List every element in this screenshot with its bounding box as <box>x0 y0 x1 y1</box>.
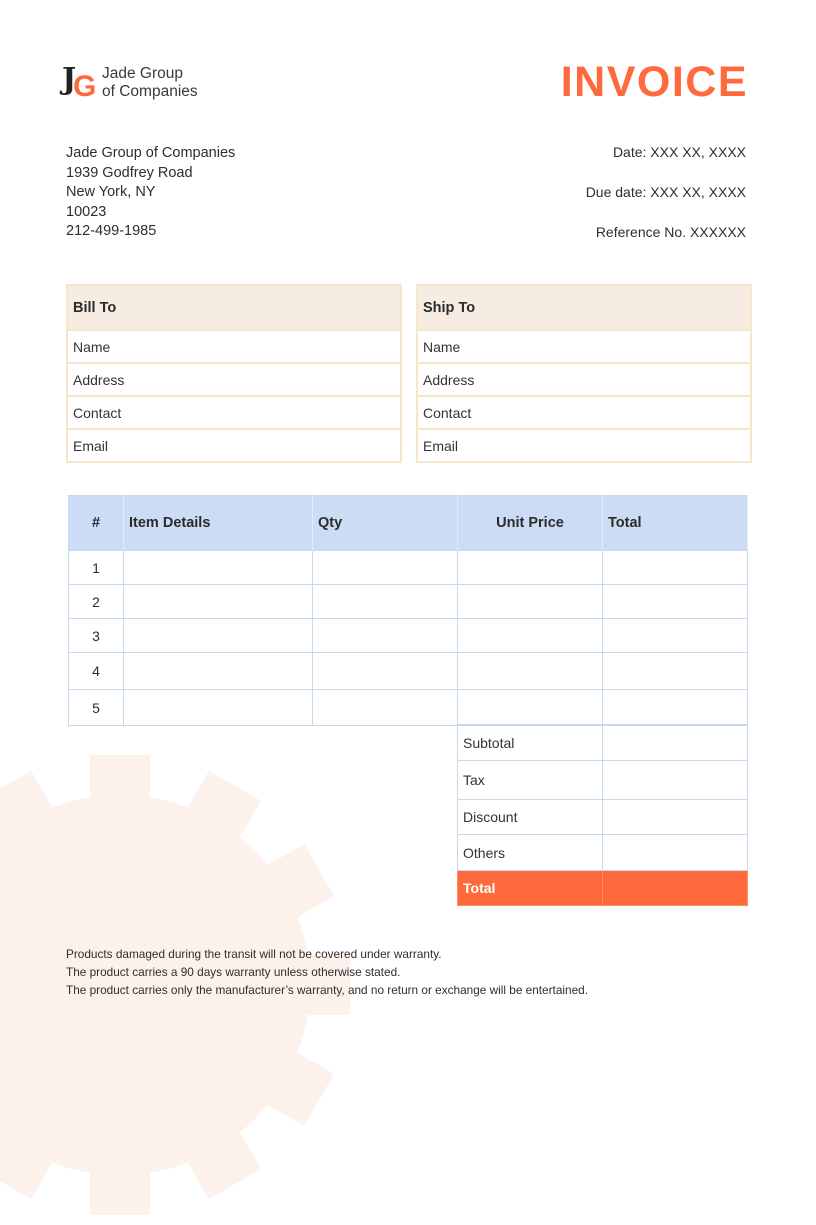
bill-to-email[interactable]: Email <box>68 428 400 461</box>
col-header-unit-price: Unit Price <box>458 496 603 551</box>
company-street: 1939 Godfrey Road <box>66 164 193 181</box>
note-line: Products damaged during the transit will not be covered under warranty. <box>66 947 442 961</box>
table-row <box>69 619 748 653</box>
company-address <box>66 144 235 242</box>
unit-price-cell[interactable] <box>458 690 603 726</box>
invoice-meta <box>586 144 746 264</box>
total-cell[interactable] <box>603 690 748 726</box>
others-label: Others <box>458 835 603 871</box>
item-details-cell[interactable] <box>124 619 313 653</box>
qty-cell[interactable] <box>313 551 458 585</box>
invoice-title: INVOICE <box>560 58 748 106</box>
col-header-number: # <box>69 496 124 551</box>
grand-total-value[interactable] <box>603 871 748 906</box>
ship-to-heading: Ship To <box>418 286 750 329</box>
unit-price-cell[interactable] <box>458 653 603 690</box>
logo-mark-j: J <box>62 62 77 97</box>
discount-label: Discount <box>458 800 603 835</box>
logo-mark-icon <box>62 64 98 102</box>
table-row <box>69 690 748 726</box>
tax-row <box>458 761 748 800</box>
totals-table <box>457 724 748 906</box>
total-cell[interactable] <box>603 551 748 585</box>
total-cell[interactable] <box>603 619 748 653</box>
logo-line-1: Jade Group <box>102 65 183 82</box>
company-name: Jade Group of Companies <box>66 145 236 161</box>
bill-to-heading: Bill To <box>68 286 400 329</box>
note-line: The product carries only the manufacturer’s warranty, and no return or exchange will be entertained. <box>66 983 588 997</box>
logo-text <box>102 65 198 101</box>
row-number: 4 <box>69 653 124 690</box>
note-line: The product carries a 90 days warranty unless otherwise stated. <box>66 965 401 979</box>
bill-to-name[interactable]: Name <box>68 329 400 362</box>
others-value[interactable] <box>603 835 748 871</box>
qty-cell[interactable] <box>313 690 458 726</box>
item-details-cell[interactable] <box>124 653 313 690</box>
company-phone: 212-499-1985 <box>66 223 157 240</box>
items-table <box>68 495 748 726</box>
company-logo <box>62 64 198 102</box>
tax-value[interactable] <box>603 761 748 800</box>
table-row <box>69 653 748 690</box>
invoice-due-date: Due date: XXX XX, XXXX <box>585 184 746 200</box>
unit-price-cell[interactable] <box>458 551 603 585</box>
unit-price-cell[interactable] <box>458 619 603 653</box>
discount-value[interactable] <box>603 800 748 835</box>
col-header-item-details: Item Details <box>124 496 313 551</box>
subtotal-label: Subtotal <box>458 725 603 761</box>
row-number: 3 <box>69 619 124 653</box>
invoice-date: Date: XXX XX, XXXX <box>612 144 746 160</box>
ship-to-name[interactable]: Name <box>418 329 750 362</box>
item-details-cell[interactable] <box>124 585 313 619</box>
total-cell[interactable] <box>603 585 748 619</box>
unit-price-cell[interactable] <box>458 585 603 619</box>
logo-mark-g: G <box>73 70 97 103</box>
row-number: 1 <box>69 551 124 585</box>
row-number: 5 <box>69 690 124 726</box>
bill-to-address[interactable]: Address <box>68 362 400 395</box>
qty-cell[interactable] <box>313 653 458 690</box>
invoice-reference: Reference No. XXXXXX <box>595 224 746 240</box>
others-row <box>458 835 748 871</box>
item-details-cell[interactable] <box>124 690 313 726</box>
discount-row <box>458 800 748 835</box>
col-header-total: Total <box>603 496 748 551</box>
col-header-qty: Qty <box>313 496 458 551</box>
ship-to-email[interactable]: Email <box>418 428 750 461</box>
total-cell[interactable] <box>603 653 748 690</box>
ship-to-box <box>416 284 752 463</box>
warranty-notes <box>66 945 588 999</box>
bill-to-contact[interactable]: Contact <box>68 395 400 428</box>
subtotal-row <box>458 725 748 761</box>
table-row <box>69 551 748 585</box>
qty-cell[interactable] <box>313 619 458 653</box>
ship-to-contact[interactable]: Contact <box>418 395 750 428</box>
items-header-row <box>69 496 748 551</box>
tax-label: Tax <box>458 761 603 800</box>
qty-cell[interactable] <box>313 585 458 619</box>
grand-total-label: Total <box>458 871 603 906</box>
ship-to-address[interactable]: Address <box>418 362 750 395</box>
row-number: 2 <box>69 585 124 619</box>
item-details-cell[interactable] <box>124 551 313 585</box>
grand-total-row <box>458 871 748 906</box>
table-row <box>69 585 748 619</box>
company-zip: 10023 <box>66 203 107 220</box>
subtotal-value[interactable] <box>603 725 748 761</box>
bill-to-box <box>66 284 402 463</box>
company-city: New York, NY <box>66 184 156 201</box>
logo-line-2: of Companies <box>102 83 198 100</box>
